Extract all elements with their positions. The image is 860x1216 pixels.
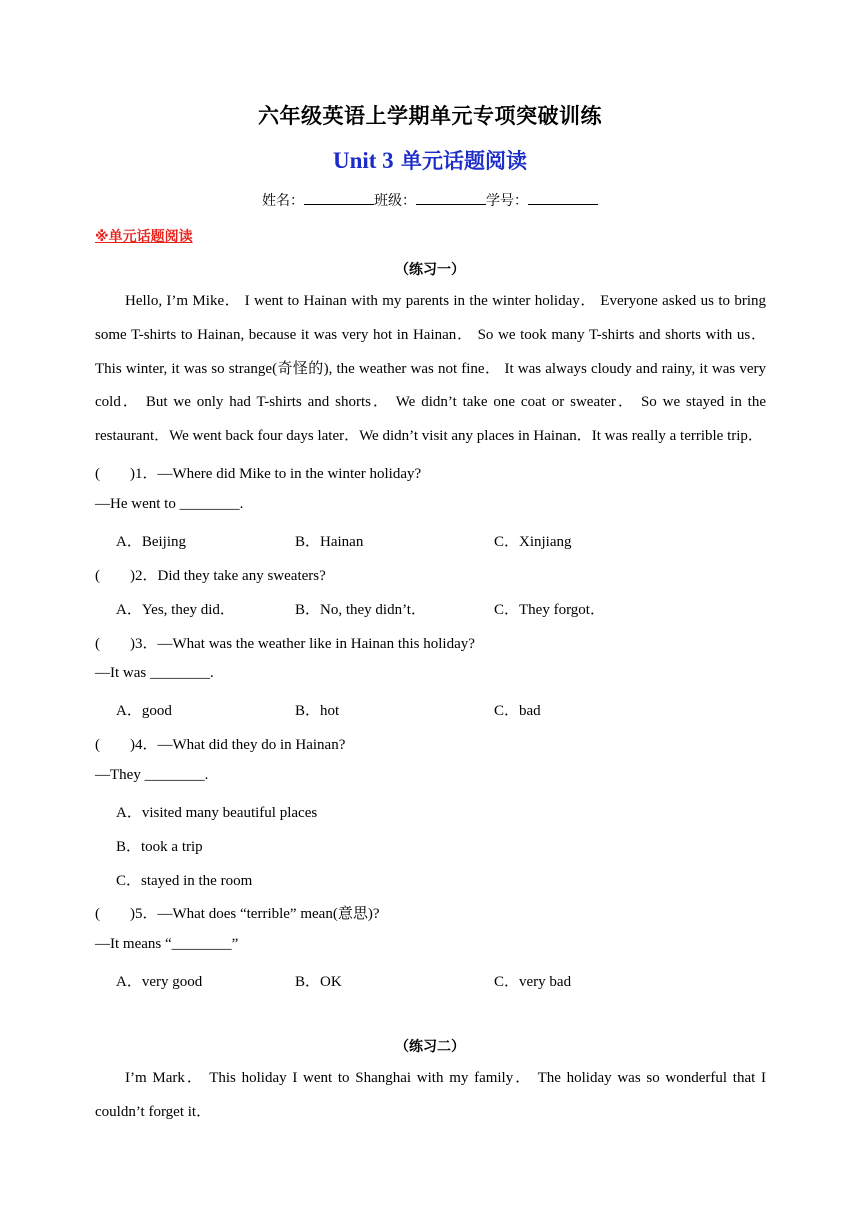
- question-2-option-a[interactable]: A．Yes, they did．: [116, 602, 235, 618]
- exercise2-heading: （练习二）: [395, 1039, 465, 1055]
- question-2-stem: ( )2．Did they take any sweaters?: [95, 568, 326, 584]
- question-4-option-a[interactable]: A．visited many beautiful places: [116, 805, 318, 821]
- exercise1-passage: Hello, I’m Mike． I went to Hainan with my parents in the winter holiday． Everyone asked us to bring some T-shirts to Hainan, because it was very hot in Hainan． So we took many T-shirts and shorts with us． This winter, it was so strange(奇怪的), the weather was not fine． It was always cloudy and rainy, it was very cold． But we only had T-shirts and shorts． We didn’t take one coat or sweater． So we stayed in the restaurant．We went back four days later．We didn’t visit any places in Hainan．It was really a terrible trip．: [95, 293, 766, 445]
- question-1-option-b[interactable]: B．Hainan: [295, 534, 364, 550]
- exercise1-heading: （练习一）: [395, 262, 465, 278]
- exercise2-passage: I’m Mark． This holiday I went to Shanghai with my family． The holiday was so wonderful that I couldn’t forget it．: [95, 1070, 766, 1120]
- class-blank[interactable]: [416, 191, 486, 205]
- question-3-option-a[interactable]: A．good: [116, 703, 172, 719]
- name-label: 姓名：: [262, 193, 304, 209]
- question-4-answer-line: —They ________.: [95, 767, 209, 783]
- question-4-option-c[interactable]: C．stayed in the room: [116, 873, 253, 889]
- question-2-option-b[interactable]: B．No, they didn’t．: [295, 602, 426, 618]
- question-5-option-b[interactable]: B．OK: [295, 974, 342, 990]
- question-1-answer-line: —He went to ________.: [95, 496, 244, 512]
- question-4-stem: ( )4．—What did they do in Hainan?: [95, 737, 346, 753]
- question-3-answer-line: —It was ________.: [95, 665, 214, 681]
- unit-subtitle: [0, 145, 860, 175]
- question-5-stem: ( )5．—What does “terrible” mean(意思)?: [95, 906, 380, 922]
- question-1-stem: ( )1．—Where did Mike to in the winter holiday?: [95, 466, 422, 482]
- question-5-option-c[interactable]: C．very bad: [494, 974, 572, 990]
- student-id-label: 学号：: [486, 193, 528, 209]
- section-label: ※单元话题阅读: [95, 229, 193, 245]
- student-info-line: [0, 190, 860, 210]
- question-3-option-c[interactable]: C．bad: [494, 703, 541, 719]
- name-blank[interactable]: [304, 191, 374, 205]
- question-2-option-c[interactable]: C．They forgot．: [494, 602, 605, 618]
- unit-number: Unit 3: [332, 148, 394, 173]
- question-5-option-a[interactable]: A．very good: [116, 974, 203, 990]
- question-3-stem: ( )3．—What was the weather like in Hainan this holiday?: [95, 636, 475, 652]
- question-3-option-b[interactable]: B．hot: [295, 703, 340, 719]
- unit-topic: 单元话题阅读: [401, 149, 527, 173]
- question-4-option-b[interactable]: B．took a trip: [116, 839, 203, 855]
- question-1-option-a[interactable]: A．Beijing: [116, 534, 186, 550]
- class-label: 班级：: [374, 193, 416, 209]
- question-1-option-c[interactable]: C．Xinjiang: [494, 534, 572, 550]
- page-title: 六年级英语上学期单元专项突破训练: [258, 104, 602, 128]
- question-5-answer-line: —It means “________”: [95, 936, 239, 952]
- student-id-blank[interactable]: [528, 191, 598, 205]
